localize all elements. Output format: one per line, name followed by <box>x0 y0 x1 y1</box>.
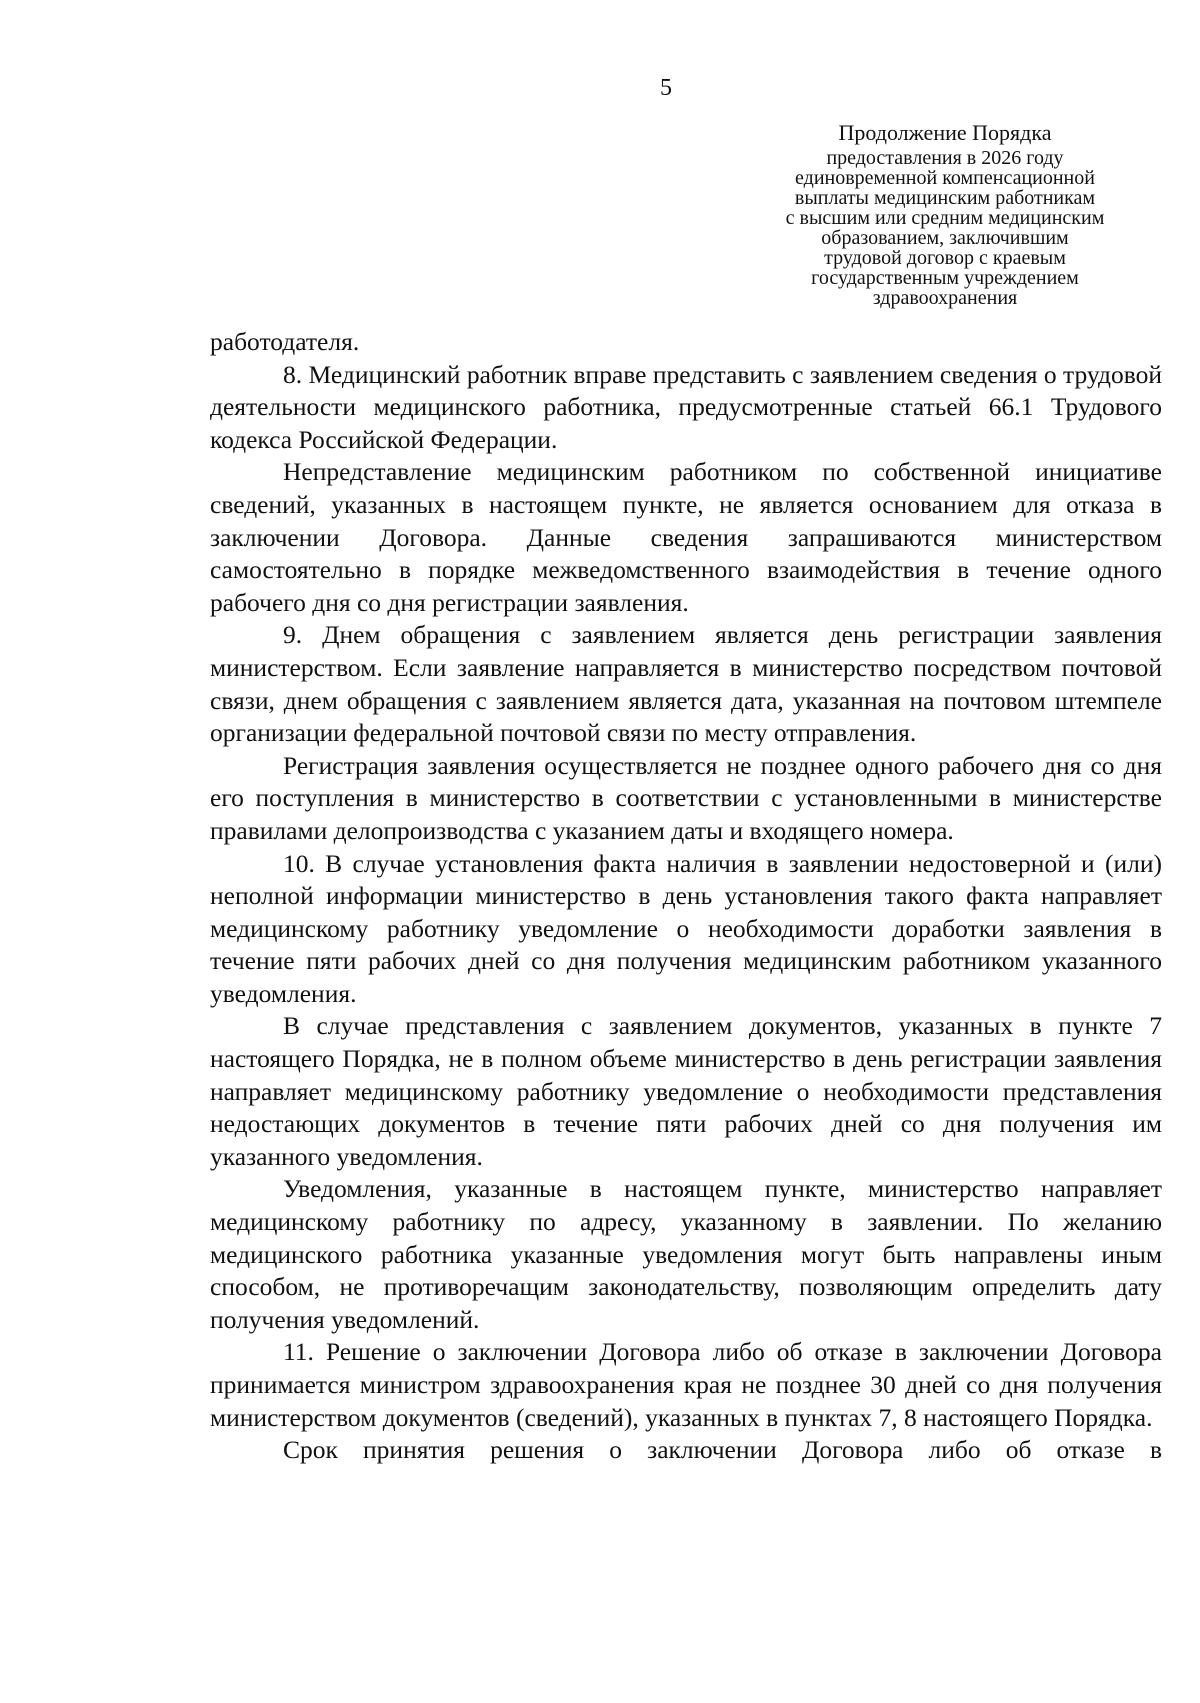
header-line: единовременной компенсационной <box>795 167 1095 189</box>
paragraph-continuation: работодателя. <box>210 327 360 356</box>
header-line: государственным учреждением <box>811 267 1079 289</box>
paragraph: Уведомления, указанные в настоящем пункте, министерство направляет медицинскому работнику по адресу, указанному в заявлении. По желанию медицинского работника указанные уведомления могут быть направлены иным способом, не противоречащим законодательству, позволяющим определить дату получения уведомлений. <box>210 1174 1162 1334</box>
header-line: с высшим или средним медицинским <box>785 207 1105 229</box>
document-header <box>735 120 1155 308</box>
paragraph-item-10: 10. В случае установления факта наличия в заявлении недостоверной и (или) неполной информации министерство в день установления такого факта направляет медицинскому работнику уведомление о необходимости доработки заявления в течение пяти рабочих дней со дня получения медицинским работником указанного уведомления. <box>210 848 1162 1008</box>
header-line: выплаты медицинским работникам <box>794 187 1096 209</box>
page-number: 5 <box>660 75 672 101</box>
paragraph: Регистрация заявления осуществляется не позднее одного рабочего дня со дня его поступления в министерство в соответствии с установленными в министерстве правилами делопроизводства с указанием даты и входящего номера. <box>210 750 1162 845</box>
header-line: трудовой договор с краевым <box>824 247 1066 269</box>
paragraph-item-11: 11. Решение о заключении Договора либо об отказе в заключении Договора принимается министром здравоохранения края не позднее 30 дней со дня получения министерством документов (сведений), указанных в пунктах 7, 8 настоящего Порядка. <box>210 1337 1162 1432</box>
header-line: предоставления в 2026 году <box>826 147 1064 169</box>
paragraph: В случае представления с заявлением документов, указанных в пункте 7 настоящего Порядка, не в полном объеме министерство в день регистрации заявления направляет медицинскому работнику уведомление о необходимости представления недостающих документов в течение пяти рабочих дней со дня получения им указанного уведомления. <box>210 1011 1162 1171</box>
paragraph-item-8: 8. Медицинский работник вправе представить с заявлением сведения о трудовой деятельности медицинского работника, предусмотренные статьей 66.1 Трудового кодекса Российской Федерации. <box>210 359 1162 454</box>
paragraph: Непредставление медицинским работником по собственной инициативе сведений, указанных в настоящем пункте, не является основанием для отказа в заключении Договора. Данные сведения запрашиваются министерством самостоятельно в порядке межведомственного взаимодействия в течение одного рабочего дня со дня регистрации заявления. <box>210 457 1162 617</box>
header-line: Продолжение Порядка <box>838 120 1052 145</box>
header-line: образованием, заключившим <box>821 227 1069 249</box>
paragraph-item-9: 9. Днем обращения с заявлением является день регистрации заявления министерством. Если заявление направляется в министерство посредством почтовой связи, днем обращения с заявлением является дата, указанная на почтовом штемпеле организации федеральной почтовой связи по месту отправления. <box>210 620 1162 748</box>
header-line: здравоохранения <box>872 287 1018 309</box>
document-body <box>210 326 1162 1467</box>
paragraph: Срок принятия решения о заключении Договора либо об отказе в <box>283 1435 1162 1465</box>
